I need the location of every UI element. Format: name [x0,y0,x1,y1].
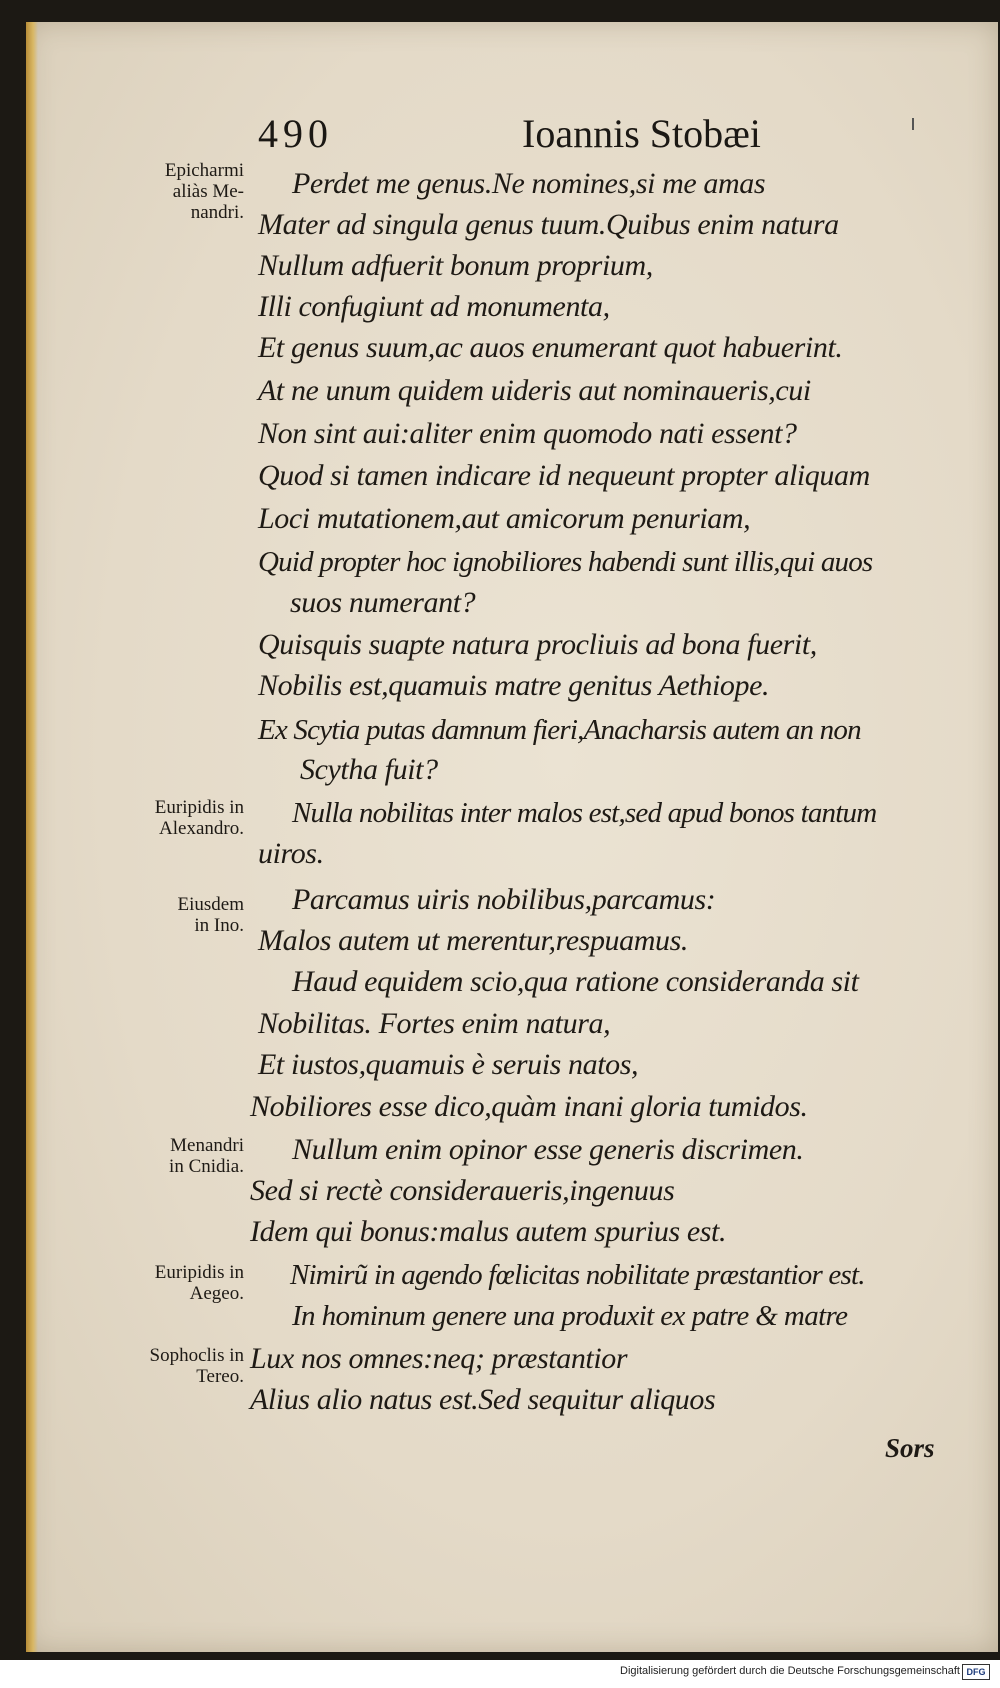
text-line: Idem qui bonus:malus autem spurius est. [250,1215,727,1248]
text-line: Quod si tamen indicare id nequeunt propter aliquam [258,459,870,492]
text-line: Illi confugiunt ad monumenta, [258,290,610,323]
text-line: Et genus suum,ac auos enumerant quot habuerint. [258,331,843,364]
text-line: Haud equidem scio,qua ratione consideranda sit [292,965,859,998]
text-line: Malos autem ut merentur,respuamus. [258,924,688,957]
text-line: Et iustos,quamuis è seruis natos, [258,1048,639,1081]
text-line: Scytha fuit? [300,753,438,786]
margin-note: Sophoclis in Tereo. [149,1345,244,1387]
margin-note: Euripidis in Alexandro. [154,797,244,839]
text-line: In hominum genere una produxit ex patre & matre [292,1300,848,1332]
text-line: Alius alio natus est.Sed sequitur aliquos [250,1383,716,1416]
text-line: Nobiliores esse dico,quàm inani gloria tumidos. [250,1090,808,1123]
margin-tick-mark [912,118,914,130]
text-line: Nullum enim opinor esse generis discrimen. [292,1133,804,1166]
text-line: At ne unum quidem uideris aut nominaueris,cui [258,374,811,407]
text-line: Nobilitas. Fortes enim natura, [258,1007,611,1040]
margin-note: Eiusdem in Ino. [177,894,244,936]
margin-note: Menandri in Cnidia. [169,1135,244,1177]
text-line: Lux nos omnes:neq; præstantior [250,1342,628,1375]
page-gutter-edge [26,22,38,1652]
catchword: Sors [885,1433,935,1463]
text-line: suos numerant? [290,586,476,619]
text-line: Loci mutationem,aut amicorum penuriam, [258,502,751,535]
text-line: Sed si rectè consideraueris,ingenuus [250,1174,675,1207]
digitization-credit: Digitalisierung gefördert durch die Deutsche Forschungsgemeinschaft [620,1665,960,1677]
text-line: Ex Scytia putas damnum fieri,Anacharsis autem an non [258,714,861,746]
text-line: Nulla nobilitas inter malos est,sed apud bonos tantum [292,797,877,829]
margin-note: Euripidis in Aegeo. [154,1262,244,1304]
text-line: Quid propter hoc ignobiliores habendi sunt illis,qui auos [258,546,873,578]
dfg-logo: DFG [962,1664,990,1680]
text-line: Nimirũ in agendo fœlicitas nobilitate præstantior est. [290,1259,865,1291]
text-line: Non sint aui:aliter enim quomodo nati essent? [258,417,797,450]
text-line: uiros. [258,837,324,870]
text-line: Mater ad singula genus tuum.Quibus enim natura [258,208,839,241]
text-line: Quisquis suapte natura procliuis ad bona fuerit, [258,628,817,661]
text-line: Nobilis est,quamuis matre genitus Aethiope. [258,669,770,702]
text-line: Perdet me genus.Ne nomines,si me amas [292,167,766,200]
page-number: 490 [258,111,333,156]
text-line: Parcamus uiris nobilibus,parcamus: [292,883,716,916]
text-line: Nullum adfuerit bonum proprium, [258,249,653,282]
margin-note: Epicharmi aliàs Me- nandri. [164,160,244,223]
running-head: Ioannis Stobæi [522,111,761,156]
